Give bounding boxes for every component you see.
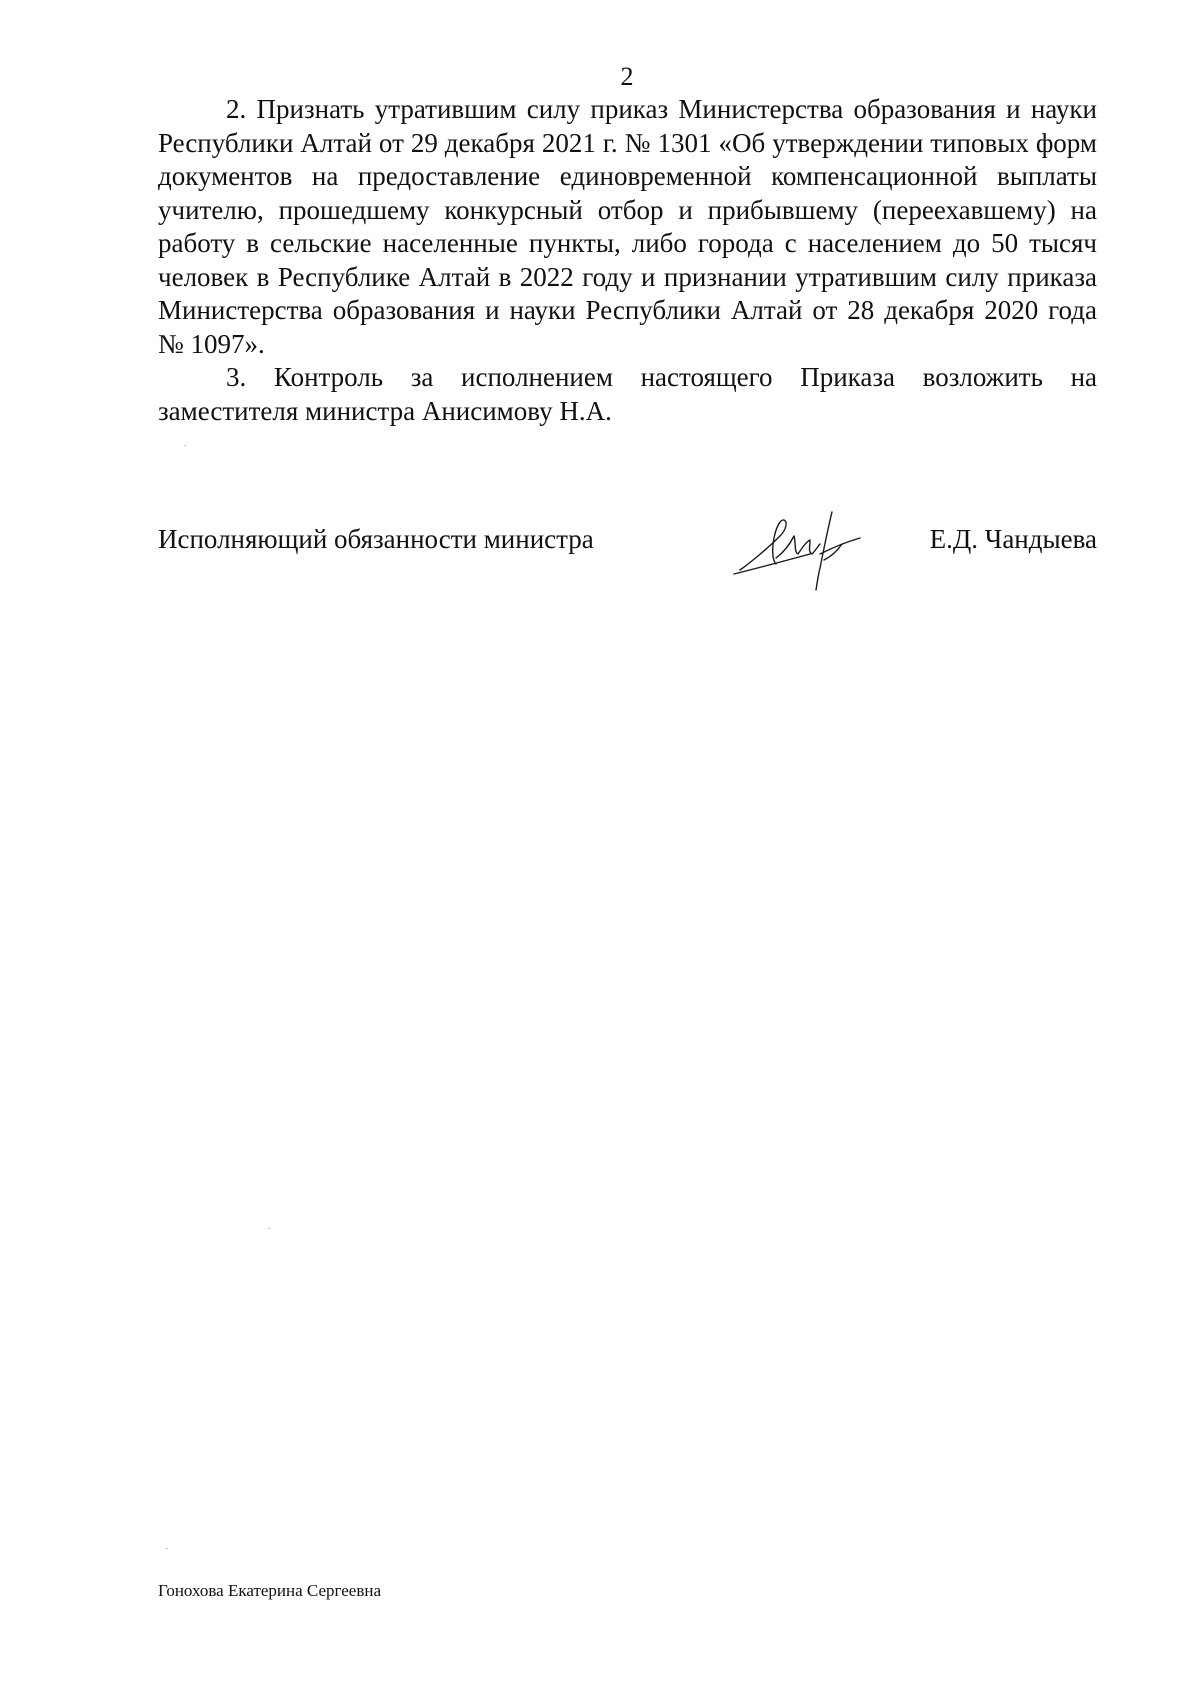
signatory-name: Е.Д. Чандыева: [929, 524, 1097, 554]
signature-block: [158, 508, 1097, 598]
handwritten-signature: [728, 508, 878, 593]
page-number: 2: [620, 62, 634, 91]
signatory-title: Исполняющий обязанности министра: [158, 524, 594, 554]
document-body: [158, 93, 1097, 428]
scan-speck: [268, 1228, 270, 1229]
scan-speck: [166, 1548, 168, 1549]
paragraph-2: 2. Признать утратившим силу приказ Министерства образования и науки Республики Алтай от 29 декабря 2021 г. № 1301 «Об утверждении типовых форм документов на предоставление единовременной компенсационной выплаты учителю, прошедшему конкурсный отбор и прибывшему (переехавшему) на работу в сельские населенные пункты, либо города с населением до 50 тысяч человек в Республике Алтай в 2022 году и признании утратившим силу приказа Министерства образования и науки Республики Алтай от 28 декабря 2020 года № 1097».: [158, 94, 1097, 359]
executor-name: Гонохова Екатерина Сергеевна: [158, 1581, 382, 1600]
paragraph-3: 3. Контроль за исполнением настоящего Приказа возложить на заместителя министра Анисимову Н.А.: [158, 362, 1097, 426]
scan-speck: [184, 445, 186, 446]
